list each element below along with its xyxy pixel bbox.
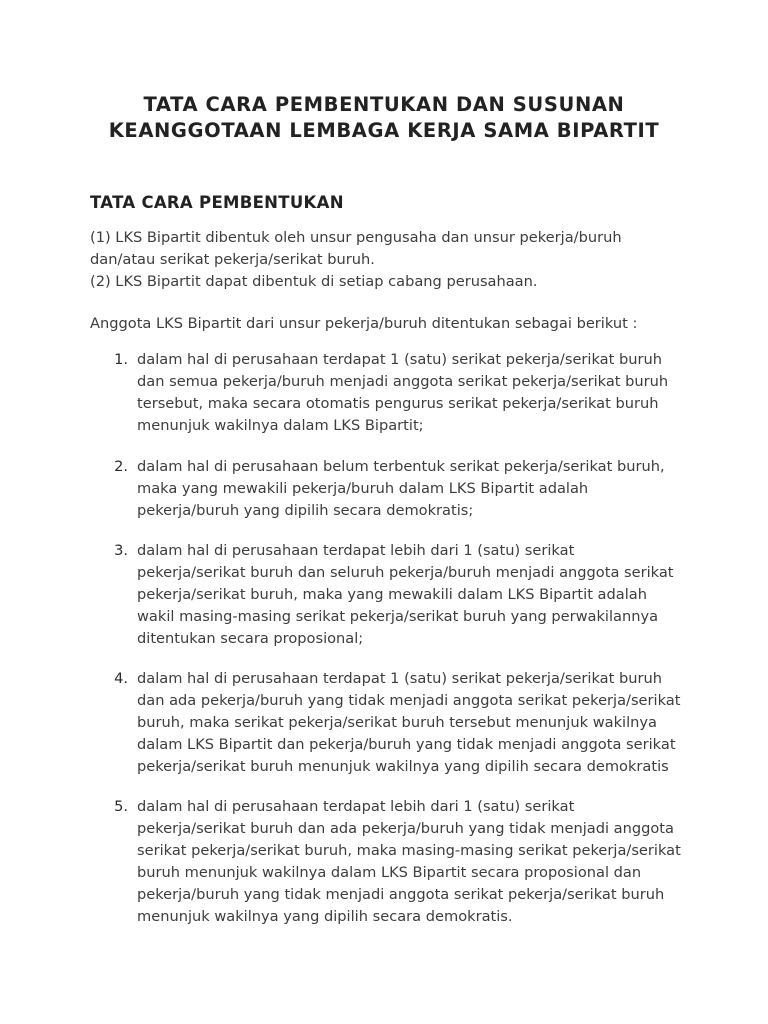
document-title-line: TATA CARA PEMBENTUKAN DAN SUSUNAN	[143, 93, 625, 116]
list-item-number: 1.	[114, 351, 128, 368]
list-item-text	[137, 796, 697, 928]
list-item-text	[137, 456, 697, 522]
list-item-line: serikat pekerja/serikat buruh, maka masing-masing serikat pekerja/serikat	[137, 842, 681, 859]
list-item-line: dalam LKS Bipartit dan pekerja/buruh yang tidak menjadi anggota serikat	[137, 736, 676, 753]
list-item-line: pekerja/serikat buruh dan ada pekerja/buruh yang tidak menjadi anggota	[137, 820, 674, 837]
list-item-line: dalam hal di perusahaan terdapat lebih dari 1 (satu) serikat	[137, 542, 575, 559]
list-item-line: dan ada pekerja/buruh yang tidak menjadi anggota serikat pekerja/serikat	[137, 692, 681, 709]
document-title	[60, 92, 708, 144]
section-heading: TATA CARA PEMBENTUKAN	[90, 193, 344, 212]
paragraph-line: Anggota LKS Bipartit dari unsur pekerja/buruh ditentukan sebagai berikut :	[90, 315, 638, 332]
list-item-line: ditentukan secara proposional;	[137, 630, 364, 647]
list-item-text	[137, 540, 697, 650]
list-item-line: menunjuk wakilnya yang dipilih secara demokratis.	[137, 908, 513, 925]
paragraph-line: dan/atau serikat pekerja/serikat buruh.	[90, 251, 375, 268]
list-item-line: dalam hal di perusahaan belum terbentuk serikat pekerja/serikat buruh,	[137, 458, 665, 475]
list-item-text	[137, 349, 697, 437]
list-item-number: 5.	[114, 798, 128, 815]
list-item-line: dalam hal di perusahaan terdapat 1 (satu) serikat pekerja/serikat buruh	[137, 351, 662, 368]
list-item-line: menunjuk wakilnya dalam LKS Bipartit;	[137, 417, 424, 434]
list-item-line: pekerja/serikat buruh, maka yang mewakili dalam LKS Bipartit adalah	[137, 586, 647, 603]
list-item-line: pekerja/buruh yang dipilih secara demokratis;	[137, 502, 474, 519]
list-item-line: maka yang mewakili pekerja/buruh dalam LKS Bipartit adalah	[137, 480, 589, 497]
paragraph-line: (2) LKS Bipartit dapat dibentuk di setiap cabang perusahaan.	[90, 273, 538, 290]
paragraph-line: (1) LKS Bipartit dibentuk oleh unsur pengusaha dan unsur pekerja/buruh	[90, 229, 622, 246]
list-item-line: dan semua pekerja/buruh menjadi anggota serikat pekerja/serikat buruh	[137, 373, 669, 390]
list-item-line: buruh, maka serikat pekerja/serikat buruh tersebut menunjuk wakilnya	[137, 714, 657, 731]
list-item-line: buruh menunjuk wakilnya dalam LKS Bipartit secara proposional dan	[137, 864, 642, 881]
list-item-number: 4.	[114, 670, 128, 687]
list-item-line: wakil masing-masing serikat pekerja/serikat buruh yang perwakilannya	[137, 608, 659, 625]
document-title-line: KEANGGOTAAN LEMBAGA KERJA SAMA BIPARTIT	[108, 119, 660, 142]
list-item-line: dalam hal di perusahaan terdapat 1 (satu) serikat pekerja/serikat buruh	[137, 670, 662, 687]
list-item-number: 3.	[114, 542, 128, 559]
list-item-number: 2.	[114, 458, 128, 475]
list-item-line: pekerja/serikat buruh dan seluruh pekerja/buruh menjadi anggota serikat	[137, 564, 674, 581]
list-item-line: pekerja/serikat buruh menunjuk wakilnya yang dipilih secara demokratis	[137, 758, 669, 775]
list-item-line: dalam hal di perusahaan terdapat lebih dari 1 (satu) serikat	[137, 798, 575, 815]
members-intro-paragraph	[90, 313, 700, 335]
formation-paragraph	[90, 227, 700, 293]
list-item-text	[137, 668, 697, 778]
list-item-line: tersebut, maka secara otomatis pengurus serikat pekerja/serikat buruh	[137, 395, 659, 412]
list-item-line: pekerja/buruh yang tidak menjadi anggota serikat pekerja/serikat buruh	[137, 886, 665, 903]
